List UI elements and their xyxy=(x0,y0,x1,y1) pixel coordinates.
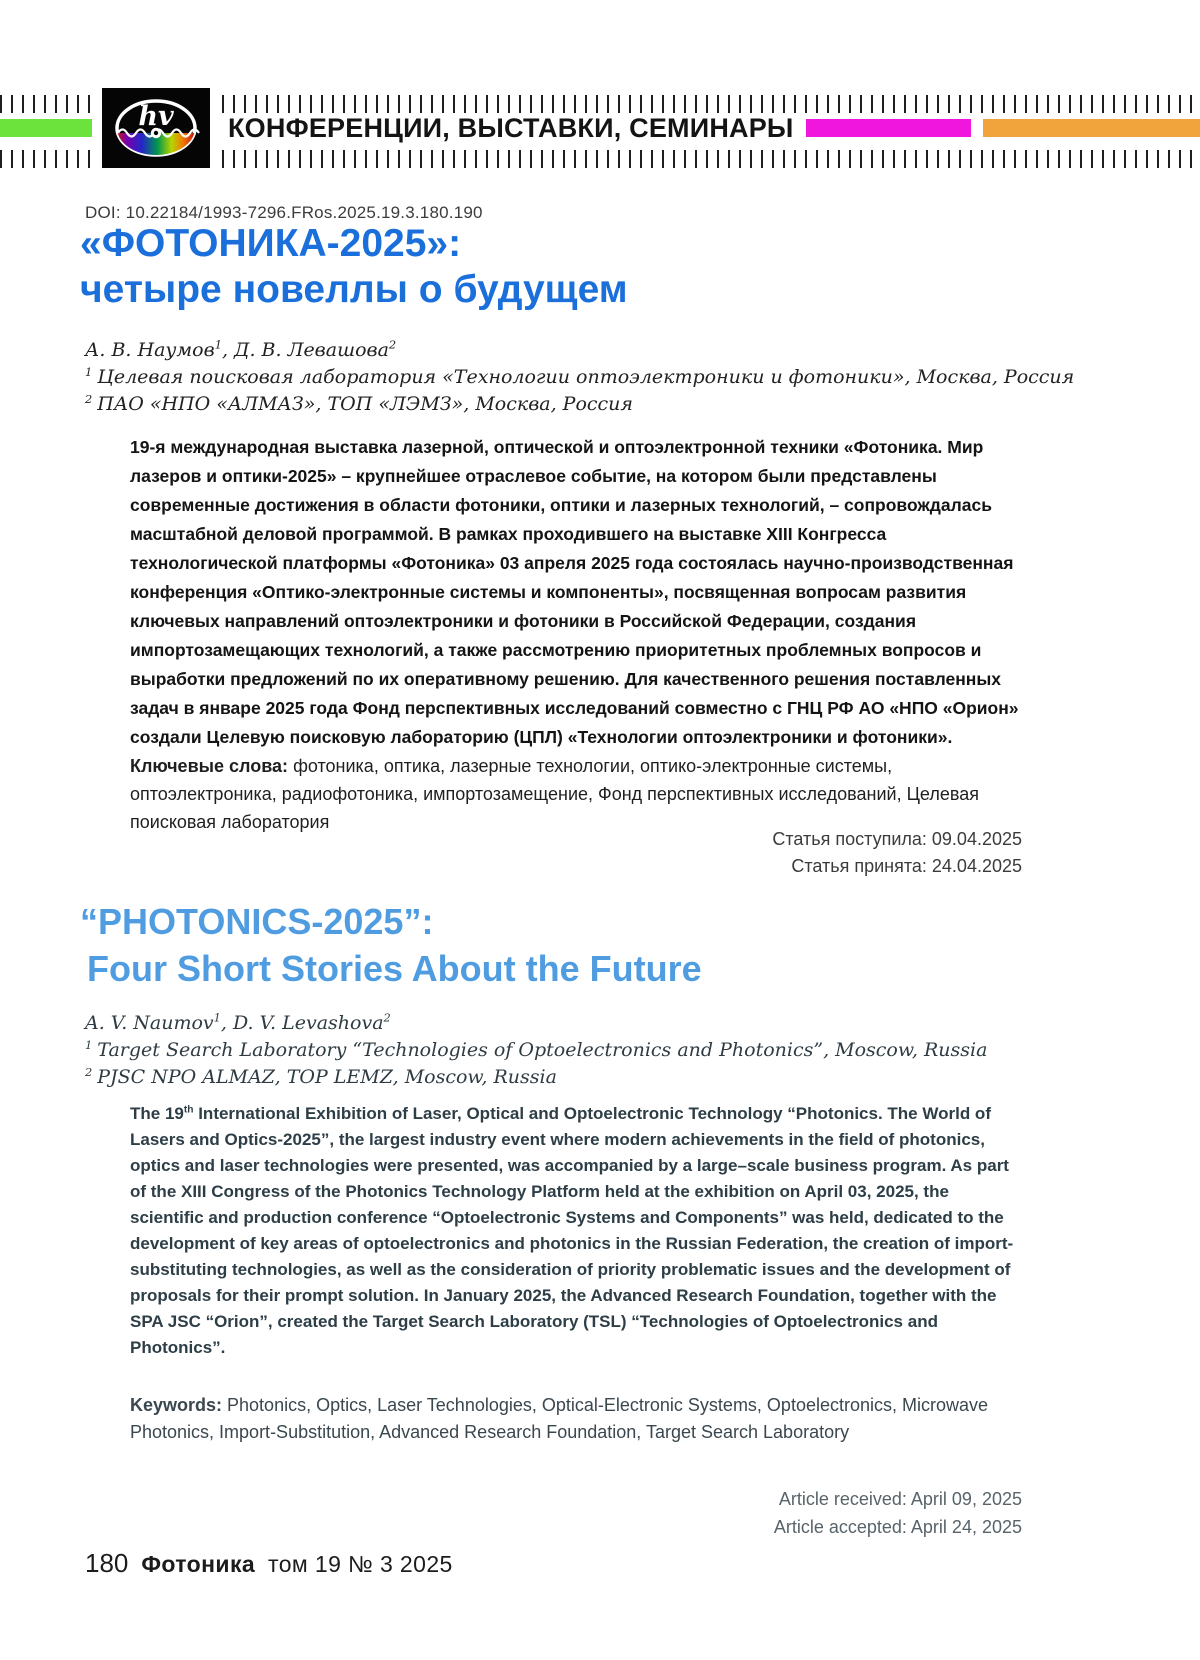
photonics-logo-icon xyxy=(102,88,210,168)
dash-pattern-top-right xyxy=(222,95,1200,113)
abstract-en xyxy=(130,1101,1022,1361)
author-ru-2-sup: 2 xyxy=(388,337,397,352)
article-title-ru-line2: четыре новеллы о будущем xyxy=(80,268,628,311)
affiliation-en-2-text: PJSC NPO ALMAZ, TOP LEMZ, Moscow, Russia xyxy=(97,1066,557,1088)
article-title-ru-line1: «ФОТОНИКА-2025»: xyxy=(80,222,462,265)
abstract-en-ordinal-sup: th xyxy=(183,1104,194,1116)
dates-ru xyxy=(130,826,1022,880)
author-ru-2: , Д. В. Левашова xyxy=(221,339,389,361)
affiliation-en-1-text: Target Search Laboratory “Technologies of Optoelectronics and Photonics”, Moscow, Russia xyxy=(97,1039,988,1061)
dash-pattern-bottom-right xyxy=(222,150,1200,168)
affiliation-ru-1-sup: 1 xyxy=(85,364,93,379)
keywords-ru-text: фотоника, оптика, лазерные технологии, оптико-электронные системы, оптоэлектроника, радиофотоника, импортозамещение, Фонд перспективных исследований, Целевая поисковая лаборатория xyxy=(130,756,979,832)
green-accent-bar xyxy=(0,119,92,137)
keywords-ru xyxy=(130,752,1022,836)
journal-name: Фотоника xyxy=(141,1551,256,1577)
keywords-ru-label: Ключевые слова: xyxy=(130,756,289,776)
dash-pattern-bottom-left xyxy=(0,150,92,168)
date-received-en: Article received: April 09, 2025 xyxy=(778,1489,1022,1509)
affiliation-en-2-sup: 2 xyxy=(85,1064,93,1079)
header-middle-row xyxy=(228,112,1200,144)
authors-block-ru xyxy=(85,337,1074,418)
affiliation-ru-2-sup: 2 xyxy=(85,391,93,406)
orange-accent-bar xyxy=(983,119,1200,137)
article-title-en-line1: “PHOTONICS-2025”: xyxy=(80,901,434,942)
page-footer xyxy=(85,1548,453,1579)
authors-block-en xyxy=(85,1010,987,1091)
affiliation-ru-1-text: Целевая поисковая лаборатория «Технологии оптоэлектроники и фотоники», Москва, Россия xyxy=(97,366,1075,388)
logo-hv-text: hv xyxy=(138,101,174,132)
affiliation-en-2 xyxy=(85,1064,987,1091)
doi-line: DOI: 10.22184/1993-7296.FRos.2025.19.3.180.190 xyxy=(85,203,483,222)
magenta-accent-bar xyxy=(806,119,971,137)
abstract-en-start: The 19 xyxy=(130,1104,184,1123)
affiliation-en-1 xyxy=(85,1037,987,1064)
abstract-ru: 19-я международная выставка лазерной, оптической и оптоэлектронной техники «Фотоника. Мир лазеров и оптики-2025» – крупнейшее отраслевое событие, на котором были представлены современные достижения в области фотоники, оптики и лазерных технологий, – сопровождалась масштабной деловой программой. В рамках проходившего на выставке XIII Конгресса технологической платформы «Фотоника» 03 апреля 2025 года состоялась научно-производственная конференция «Оптико-электронные системы и компоненты», посвященная вопросам развития ключевых направлений оптоэлектроники и фотоники в Российской Федерации, создания импортозамещающих технологий, а также рассмотрению приоритетных проблемных вопросов и выработки предложений по их оперативному решению. Для качественного решения поставленных задач в январе 2025 года Фонд перспективных исследований совместно с ГНЦ РФ АО «НПО «Орион» создали Целевую поисковую лабораторию (ЦПЛ) «Технологии оптоэлектроники и фотоники». xyxy=(130,437,1019,747)
page-number: 180 xyxy=(85,1548,129,1578)
article-title-en xyxy=(80,898,702,992)
keywords-en-text: Photonics, Optics, Laser Technologies, Optical-Electronic Systems, Optoelectronics, Microwave Photonics, Import-Substitution, Advanced Research Foundation, Target Search Laboratory xyxy=(130,1395,989,1442)
author-en-1: A. V. Naumov xyxy=(85,1012,214,1034)
keywords-en-label: Keywords: xyxy=(130,1395,223,1415)
dates-en xyxy=(130,1485,1022,1541)
journal-logo xyxy=(102,88,210,168)
authors-line-en xyxy=(85,1010,987,1037)
issue-info: том 19 № 3 2025 xyxy=(268,1551,453,1577)
article-title-ru xyxy=(80,221,628,313)
authors-line-ru xyxy=(85,337,1074,364)
abstract-en-rest: International Exhibition of Laser, Optical and Optoelectronic Technology “Photonics. The World of Lasers and Optics-2025”, the largest industry event where modern achievements in the field of photonics, optics and laser technologies were presented, was accompanied by a large–scale business program. As part of the XIII Congress of the Photonics Technology Platform held at the exhibition on April 03, 2025, the scientific and production conference “Optoelectronic Systems and Components” was held, dedicated to the development of key areas of optoelectronics and photonics in the Russian Federation, the creation of import-substituting technologies, as well as the consideration of priority problematic issues and the development of proposals for their prompt solution. In January 2025, the Advanced Research Foundation, together with the SPA JSC “Orion”, created the Target Search Laboratory (TSL) “Technologies of Optoelectronics and Photonics”. xyxy=(130,1104,1014,1357)
affiliation-ru-2 xyxy=(85,391,1074,418)
date-accepted-en: Article accepted: April 24, 2025 xyxy=(773,1517,1022,1537)
keywords-en xyxy=(130,1392,1022,1446)
author-ru-1-sup: 1 xyxy=(214,337,222,352)
affiliation-en-1-sup: 1 xyxy=(85,1037,93,1052)
affiliation-ru-1 xyxy=(85,364,1074,391)
dash-pattern-top-left xyxy=(0,95,92,113)
date-accepted-ru: Статья принята: 24.04.2025 xyxy=(791,856,1022,876)
section-title: КОНФЕРЕНЦИИ, ВЫСТАВКИ, СЕМИНАРЫ xyxy=(228,112,794,143)
author-ru-1: А. В. Наумов xyxy=(85,339,215,361)
date-received-ru: Статья поступила: 09.04.2025 xyxy=(772,829,1022,849)
article-title-en-line2: Four Short Stories About the Future xyxy=(87,948,702,989)
author-en-2-sup: 2 xyxy=(383,1010,391,1025)
affiliation-ru-2-text: ПАО «НПО «АЛМАЗ», ТОП «ЛЭМЗ», Москва, Россия xyxy=(97,393,633,415)
journal-header-band xyxy=(0,88,1200,168)
author-en-2: , D. V. Levashova xyxy=(220,1012,384,1034)
author-en-1-sup: 1 xyxy=(213,1010,221,1025)
